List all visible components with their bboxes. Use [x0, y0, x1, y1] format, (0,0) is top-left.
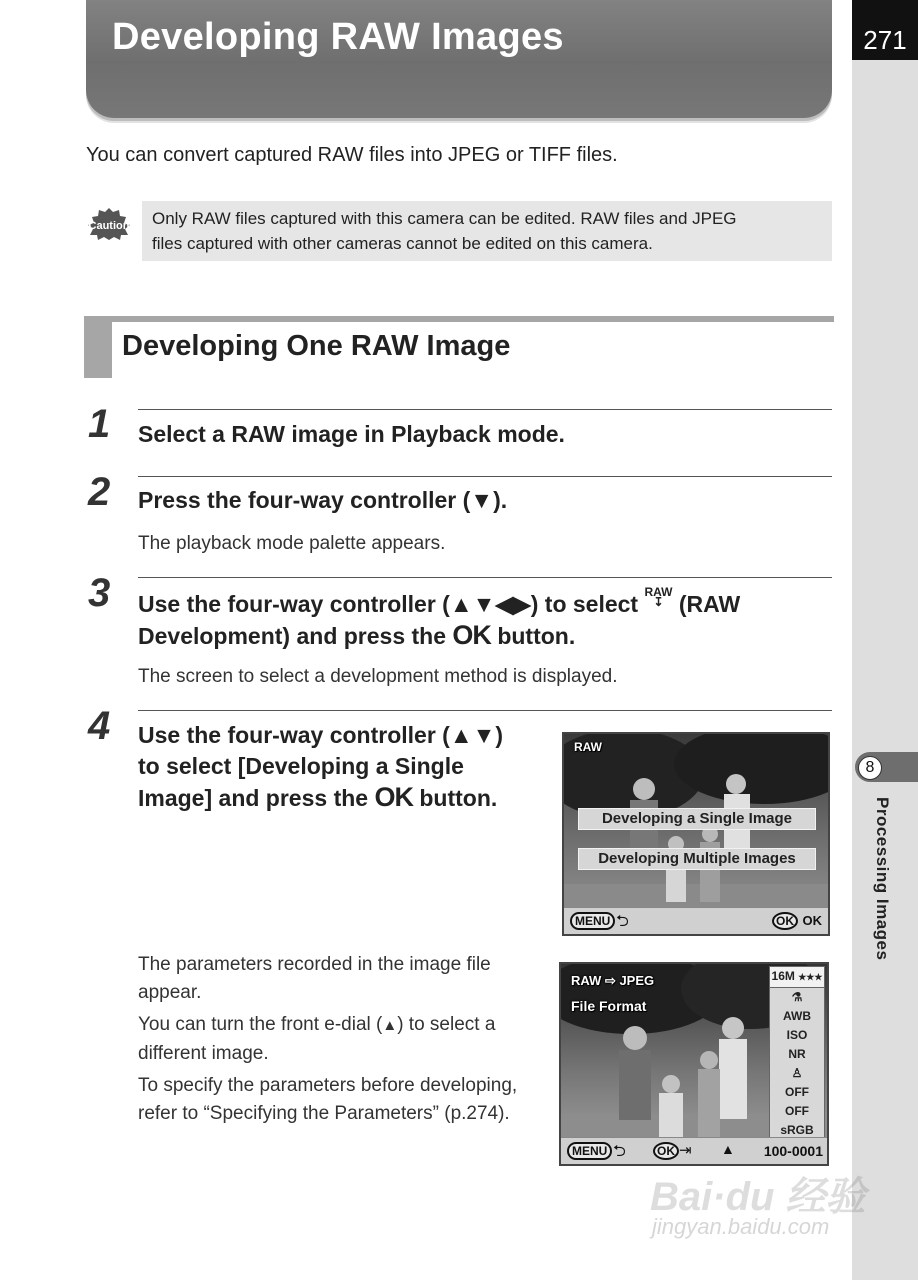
step-divider	[138, 710, 832, 711]
step-3-text-c: Development) and press the	[138, 623, 447, 649]
step-1-text: Select a RAW image in Playback mode.	[138, 421, 565, 447]
screen-button-bar	[564, 907, 828, 934]
caution-note	[142, 201, 832, 261]
option-multiple-images[interactable]: Developing Multiple Images	[578, 848, 816, 870]
step-4-line-3: Image] and press the OK button.	[138, 782, 498, 812]
option-single-image[interactable]: Developing a Single Image	[578, 808, 816, 830]
parameter-column	[769, 966, 825, 1140]
back-arrow-icon: ⮌	[616, 913, 629, 930]
ok-button-icon: OK	[653, 1142, 679, 1160]
step-3-text	[138, 587, 838, 652]
step-number-4: 4	[88, 704, 111, 748]
step-3-text-a: Use the four-way controller (▲▼◀▶) to select	[138, 591, 639, 617]
screen-button-bar	[561, 1137, 827, 1164]
body-paragraph-2: You can turn the front e-dial (▲) to select a different image.	[138, 1014, 496, 1064]
step-4-text	[138, 720, 558, 814]
e-dial-icon: ▲	[721, 1141, 735, 1157]
camera-screen-method-select	[562, 732, 830, 936]
side-strip	[852, 0, 918, 1280]
back-arrow-icon: ⮌	[613, 1143, 626, 1160]
watermark-url: jingyan.baidu.com	[652, 1214, 830, 1239]
custom-image-icon: ⚗	[791, 990, 803, 1004]
ok-button-icon: OK	[374, 782, 413, 812]
step-4-body	[138, 951, 528, 1132]
body-paragraph-3: To specify the parameters before developing, refer to “Specifying the Parameters” (p.274).	[138, 1075, 518, 1124]
front-e-dial-icon: ▲	[382, 1017, 398, 1034]
file-number: 100-0001	[763, 1143, 823, 1159]
camera-screen-parameters	[559, 962, 829, 1166]
step-divider	[138, 577, 832, 578]
step-4-line-1: Use the four-way controller (▲▼)	[138, 722, 504, 748]
step-4-line-2: to select [Developing a Single	[138, 753, 464, 779]
step-3-text-b: (RAW	[678, 591, 741, 617]
chapter-number: 8	[858, 756, 882, 780]
caution-label: Caution	[88, 220, 130, 232]
image-size-indicator: 16M ★★★	[770, 967, 824, 988]
step-3-subtext: The screen to select a development method is displayed.	[138, 666, 618, 687]
ok-button-icon: OK	[452, 620, 491, 650]
caution-icon	[86, 207, 132, 241]
intro-text: You can convert captured RAW files into JPEG or TIFF files.	[86, 144, 618, 166]
shadow-correction-icon: ♙	[791, 1066, 803, 1080]
menu-button-icon: MENU	[570, 912, 615, 930]
noise-reduction-indicator: NR	[788, 1047, 806, 1061]
step-2-text: Press the four-way controller (▼).	[138, 487, 508, 513]
raw-development-icon: RAW ↧	[644, 585, 673, 609]
ok-button-icon: OK	[772, 912, 798, 930]
watermark-logo: Bai·du 经验	[650, 1175, 866, 1219]
step-number-2: 2	[88, 470, 111, 514]
caution-line-2: files captured with other cameras cannot be edited on this camera.	[152, 234, 653, 253]
caution-line-1: Only RAW files captured with this camera can be edited. RAW files and JPEG	[152, 209, 737, 228]
step-2-subtext: The playback mode palette appears.	[138, 533, 446, 554]
section-title: Developing One RAW Image	[122, 330, 511, 362]
step-number-3: 3	[88, 571, 111, 615]
ok-label: OK	[802, 913, 822, 928]
family-photo	[564, 734, 828, 934]
step-number-1: 1	[88, 402, 111, 446]
body-paragraph-1: The parameters recorded in the image file appear.	[138, 954, 491, 1003]
step-divider	[138, 476, 832, 477]
step-divider	[138, 409, 832, 410]
distortion-off-indicator: OFF	[785, 1085, 809, 1099]
conversion-label: RAW ⇨ JPEG	[571, 973, 655, 988]
step-3-text-d: button.	[497, 623, 576, 649]
page-title: Developing RAW Images	[112, 16, 564, 58]
white-balance-indicator: AWB	[783, 1009, 811, 1023]
raw-indicator: RAW	[574, 740, 602, 754]
chapter-label: Processing Images	[873, 797, 892, 961]
iso-indicator: ISO	[786, 1028, 808, 1042]
save-icon: ⇥	[679, 1142, 692, 1159]
page-number: 271	[852, 0, 918, 60]
color-space-indicator: sRGB	[780, 1123, 814, 1137]
file-format-label: File Format	[571, 998, 647, 1014]
menu-button-icon: MENU	[567, 1142, 612, 1160]
aberration-off-indicator: OFF	[785, 1104, 809, 1118]
